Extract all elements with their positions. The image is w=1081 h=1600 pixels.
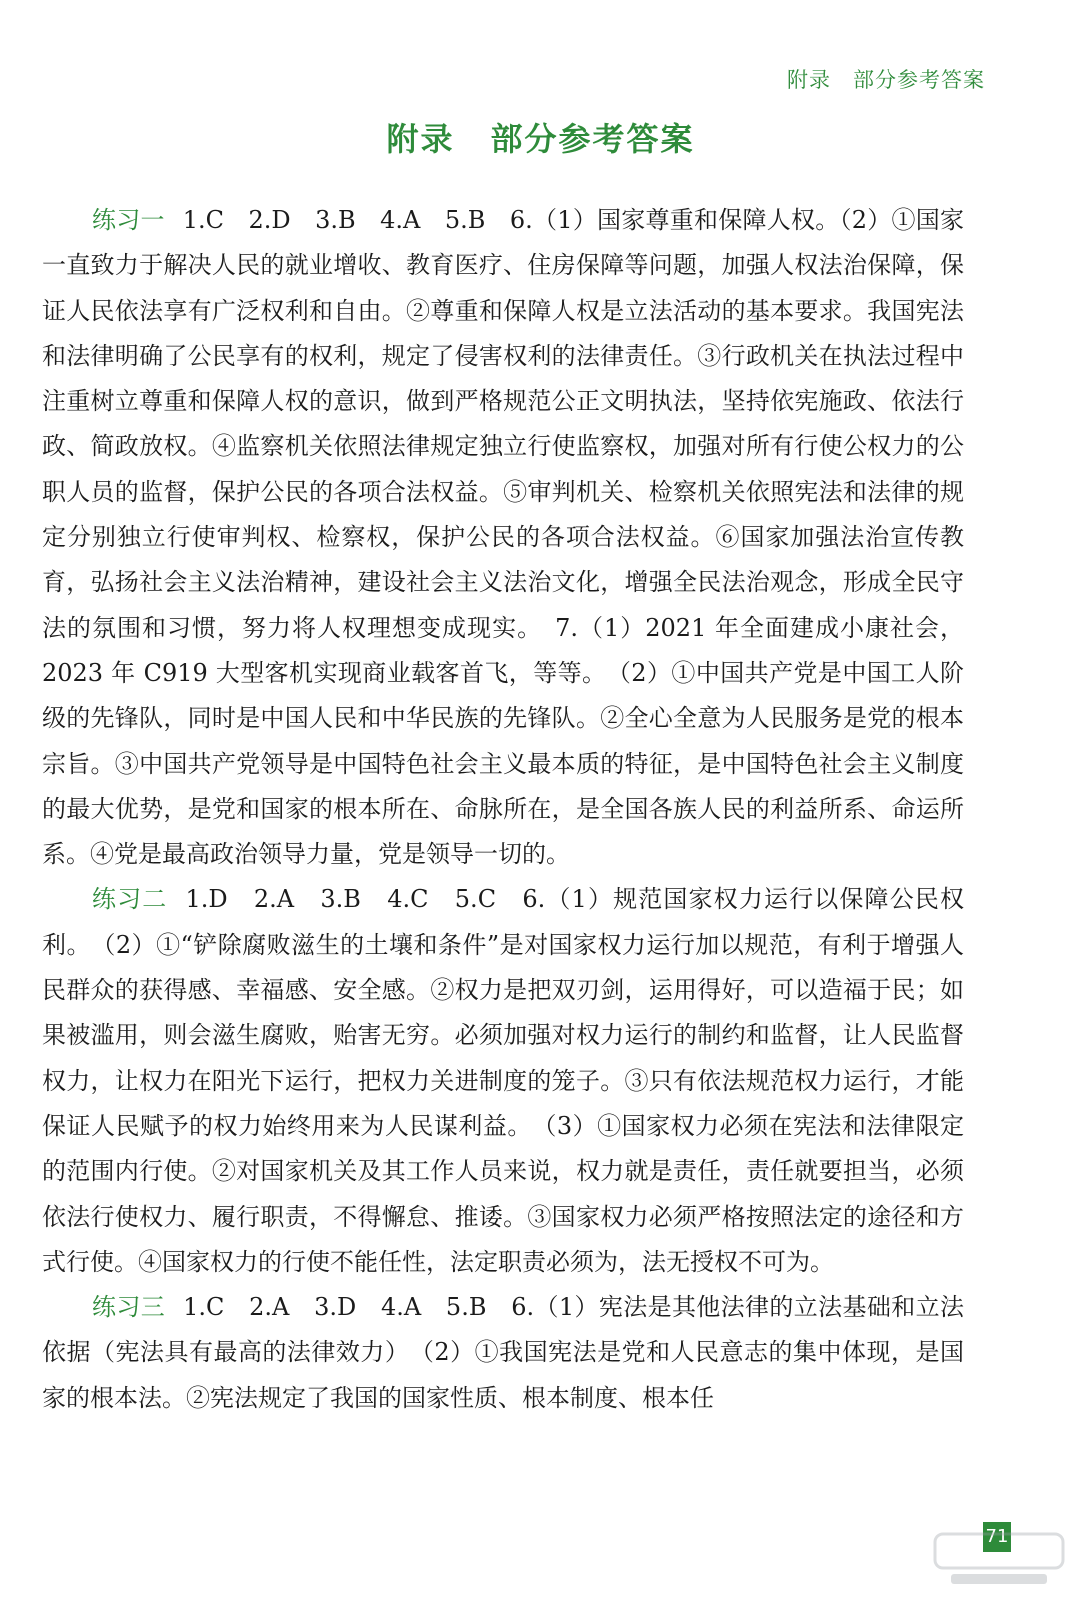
page-number: 71 xyxy=(983,1522,1011,1552)
exercise-paragraph xyxy=(42,198,964,877)
answer-body xyxy=(42,198,964,1421)
exercise-text: 1.C 2.D 3.B 4.A 5.B 6.（1）国家尊重和保障人权。（2）①国家一直致力于解决人民的就业增收、教育医疗、住房保障等问题，加强人权法治保障，保证人民依法享有广泛权利和自由。②尊重和保障人权是立法活动的基本要求。我国宪法和法律明确了公民享有的权利，规定了侵害权利的法律责任。③行政机关在执法过程中注重树立尊重和保障人权的意识，做到严格规范公正文明执法，坚持依宪施政、依法行政、简政放权。④监察机关依照法律规定独立行使监察权，加强对所有行使公权力的公职人员的监督，保护公民的各项合法权益。⑤审判机关、检察机关依照宪法和法律的规定分别独立行使审判权、检察权，保护公民的各项合法权益。⑥国家加强法治宣传教育，弘扬社会主义法治精神，建设社会主义法治文化，增强全民法治观念，形成全民守法的氛围和习惯，努力将人权理想变成现实。 7.（1）2021 年全面建成小康社会，2023 年 C919 大型客机实现商业载客首飞，等等。 （2）①中国共产党是中国工人阶级的先锋队，同时是中国人民和中华民族的先锋队。②全心全意为人民服务是党的根本宗旨。③中国共产党领导是中国特色社会主义最本质的特征，是中国特色社会主义制度的最大优势，是党和国家的根本所在、命脉所在，是全国各族人民的利益所系、命运所系。④党是最高政治领导力量，党是领导一切的。 xyxy=(42,206,965,869)
exercise-text: 1.C 2.A 3.D 4.A 5.B 6.（1）宪法是其他法律的立法基础和立法依据（宪法具有最高的法律效力） （2）①我国宪法是党和人民意志的集中体现，是国家的根本法。②宪法规定了我国的国家性质、根本制度、根本任 xyxy=(42,1293,964,1412)
exercise-label: 练习二 xyxy=(92,885,168,914)
page-title-main: 附录 xyxy=(386,120,455,158)
exercise-paragraph xyxy=(42,877,964,1285)
page-title-sub: 部分参考答案 xyxy=(490,120,695,158)
running-header-section: 附录 xyxy=(787,68,831,92)
exercise-label: 练习三 xyxy=(92,1293,166,1322)
exercise-text: 1.D 2.A 3.B 4.C 5.C 6.（1）规范国家权力运行以保障公民权利。 （2）①“铲除腐败滋生的土壤和条件”是对国家权力运行加以规范，有利于增强人民群众的获得感、幸福感、安全感。②权力是把双刃剑，运用得好，可以造福于民；如果被滥用，则会滋生腐败，贻害无穷。必须加强对权力运行的制约和监督，让人民监督权力，让权力在阳光下运行，把权力关进制度的笼子。③只有依法规范权力运行，才能保证人民赋予的权力始终用来为人民谋利益。 （3）①国家权力必须在宪法和法律限定的范围内行使。②对国家机关及其工作人员来说，权力就是责任，责任就要担当，必须依法行使权力、履行职责，不得懈怠、推诿。③国家权力必须严格按照法定的途径和方式行使。④国家权力的行使不能任性，法定职责必须为，法无授权不可为。 xyxy=(42,885,965,1276)
exercise-paragraph xyxy=(42,1285,964,1421)
running-header xyxy=(787,64,985,94)
page-title xyxy=(0,114,1081,160)
exercise-label: 练习一 xyxy=(92,206,165,234)
watermark-logo-icon xyxy=(929,1530,1069,1592)
running-header-subtitle: 部分参考答案 xyxy=(853,68,985,92)
